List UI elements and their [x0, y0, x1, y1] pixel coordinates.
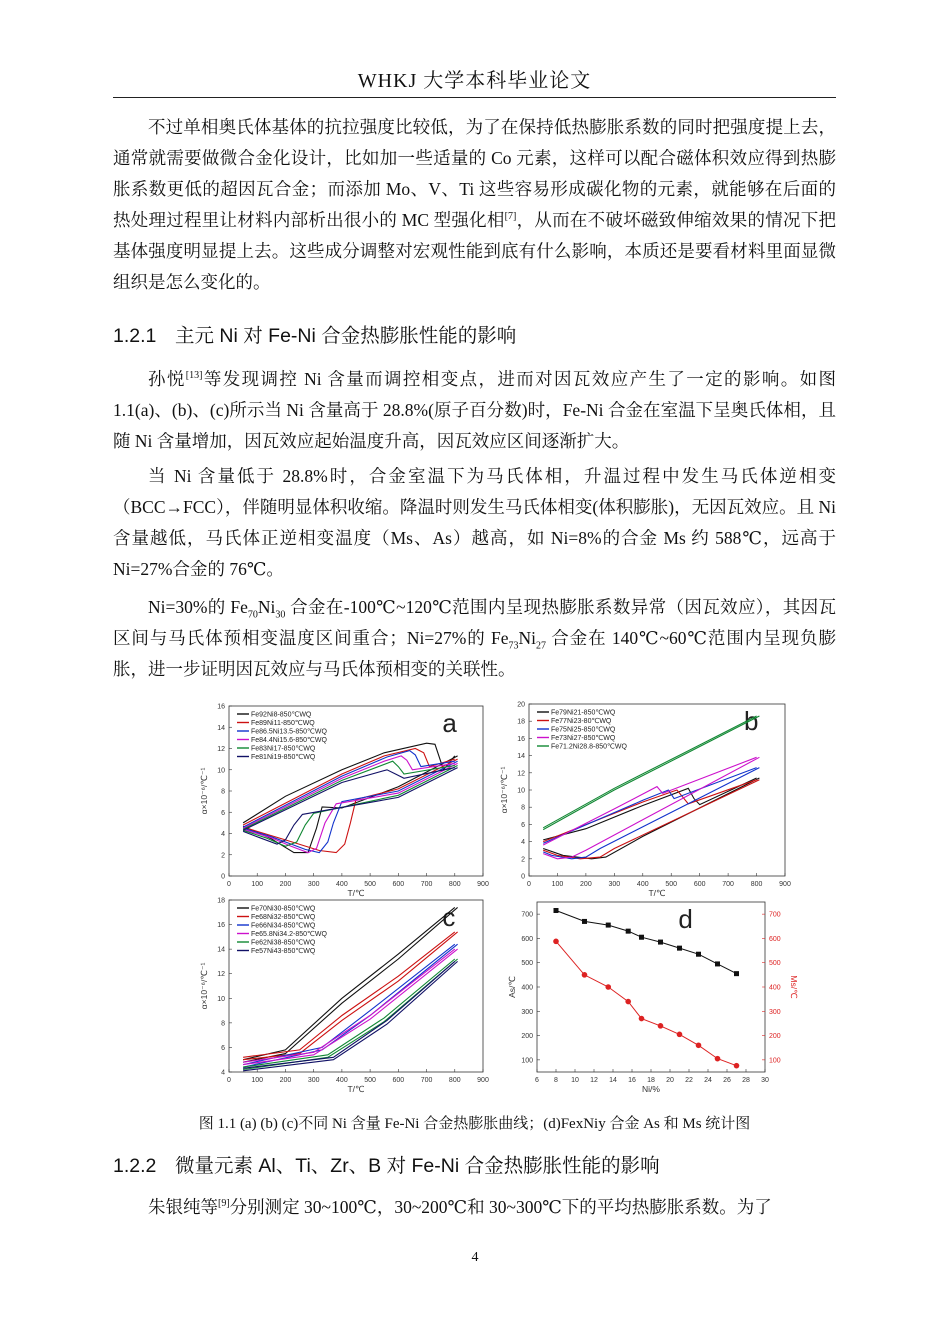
y-tick-label: 12: [217, 971, 225, 979]
header-rule: [113, 97, 836, 98]
x-tick-label: 500: [364, 881, 376, 888]
x-tick-label: 800: [448, 881, 461, 888]
panel-letter: b: [744, 706, 759, 736]
right-y-tick-label: 700: [769, 911, 781, 919]
y-tick-label: 2: [521, 856, 525, 864]
legend-label: Fe75Ni25-850℃WQ: [551, 726, 616, 734]
figure-1-1: [187, 694, 799, 1094]
y-tick-label: 18: [517, 718, 525, 726]
x-tick-label: 600: [392, 1077, 405, 1084]
legend-label: Fe89Ni11-850℃WQ: [251, 720, 315, 727]
data-point-Ms: [734, 1063, 740, 1069]
data-point-Ms: [658, 1023, 664, 1029]
y-tick-label: 18: [217, 897, 225, 905]
y-tick-label: 500: [521, 960, 533, 968]
y-tick-label: 14: [217, 724, 225, 732]
x-tick-label: 400: [636, 881, 649, 888]
x-tick-label: 28: [742, 1077, 750, 1084]
legend-label: Fe57Ni43-850℃WQ: [251, 948, 316, 955]
y-tick-label: 200: [521, 1033, 533, 1041]
x-tick-label: 14: [609, 1077, 617, 1084]
x-tick-label: 200: [279, 881, 292, 888]
x-tick-label: 800: [448, 1077, 461, 1084]
data-point-Ms: [625, 999, 631, 1005]
y-tick-label: 8: [221, 788, 225, 796]
legend-label: Fe70Ni30-850℃WQ: [251, 905, 316, 913]
y-axis-label: α×10⁻⁶/℃⁻¹: [199, 767, 209, 815]
y-tick-label: 4: [521, 839, 525, 847]
y-tick-label: 12: [217, 746, 225, 753]
legend-label: Fe71.2Ni28.8-850℃WQ: [551, 743, 627, 751]
y-tick-label: 8: [221, 1020, 225, 1028]
y-tick-label: 14: [217, 946, 225, 954]
y-tick-label: 100: [521, 1057, 533, 1065]
data-point-Ms: [639, 1016, 645, 1022]
y-tick-label: 6: [221, 809, 225, 817]
section-heading-1-2-2: [113, 1150, 660, 1178]
y-tick-label: 10: [217, 767, 225, 775]
x-tick-label: 300: [608, 881, 621, 888]
x-tick-label: 500: [665, 881, 678, 888]
paragraph-1: 不过单相奥氏体基体的抗拉强度比较低，为了在保持低热膨胀系数的同时把强度提上去，通常就需要做微合金化设计，比如加一些适量的 Co 元素，这样可以配合磁体积效应得到热膨胀系数更低的超因瓦合金；而添加 Mo、V、Ti 这些容易形成碳化物的元素，就能够在后面的热处理过程里让材料内部析出很小的 MC 型强化相[7]，从而在不破坏磁致伸缩效果的情况下把基体强度明显提上去。这些成分调整对宏观性能到底有什么影响，本质还是要看材料里面显微组织是怎么变化的。: [113, 117, 836, 292]
data-point-As: [696, 952, 701, 957]
right-y-tick-label: 100: [769, 1057, 781, 1065]
y-axis-label: α×10⁻⁶/℃⁻¹: [499, 766, 509, 814]
y-tick-label: 10: [517, 787, 525, 795]
data-point-As: [715, 961, 720, 966]
y-axis-label: As/℃: [507, 976, 517, 998]
x-tick-label: 10: [571, 1077, 579, 1084]
y-tick-label: 600: [521, 935, 533, 943]
y-tick-label: 0: [221, 873, 225, 881]
series-line-cool: [543, 757, 759, 859]
x-tick-label: 26: [723, 1077, 731, 1084]
x-tick-label: 500: [364, 1077, 376, 1084]
data-point-As: [639, 935, 644, 940]
chart-panel-d: [507, 902, 799, 1094]
chart-panel-b: [499, 702, 791, 899]
x-tick-label: 16: [628, 1077, 636, 1084]
y-tick-label: 300: [521, 1008, 533, 1016]
x-tick-label: 8: [554, 1077, 558, 1084]
right-y-axis-label: Ms/℃: [789, 975, 799, 999]
y-tick-label: 16: [517, 735, 525, 743]
data-point-Ms: [696, 1042, 702, 1048]
x-tick-label: 100: [551, 881, 564, 888]
x-tick-label: 700: [420, 881, 433, 888]
series-line-heat: [243, 751, 455, 828]
legend-label: Fe77Ni23-80℃WQ: [551, 718, 612, 725]
chart-panel-a: [199, 704, 489, 899]
data-point-As: [734, 971, 739, 976]
data-point-As: [582, 919, 587, 924]
legend-label: Fe79Ni21-850℃WQ: [551, 709, 616, 717]
x-tick-label: 20: [666, 1077, 674, 1084]
series-line-heat: [243, 959, 455, 1067]
series-line-heat: [243, 949, 455, 1062]
y-tick-label: 8: [521, 804, 525, 812]
x-tick-label: 12: [590, 1077, 598, 1084]
section-heading-1-2-1: [113, 320, 516, 348]
x-tick-label: 18: [647, 1077, 655, 1084]
right-y-tick-label: 200: [769, 1033, 781, 1041]
page-number: 4: [471, 1250, 479, 1265]
x-tick-label: 700: [722, 881, 734, 888]
x-tick-label: 100: [251, 881, 264, 888]
x-tick-label: 900: [779, 881, 791, 888]
y-tick-label: 2: [221, 852, 225, 860]
legend-label: Fe84.4Ni15.6-850℃WQ: [251, 737, 327, 744]
x-tick-label: 200: [580, 881, 592, 888]
data-point-As: [606, 923, 611, 928]
panel-letter: d: [678, 904, 693, 934]
y-axis-label: α×10⁻⁶/℃⁻¹: [199, 962, 209, 1010]
legend-label: Fe86.5Ni13.5-850℃WQ: [251, 728, 327, 736]
y-tick-label: 14: [517, 753, 525, 761]
x-tick-label: 200: [279, 1077, 292, 1084]
x-axis-label: Ni/%: [642, 1084, 660, 1094]
y-tick-label: 12: [517, 770, 525, 778]
section-number: 1.2.1: [113, 325, 157, 347]
x-axis-label: T/℃: [648, 888, 666, 898]
legend-label: Fe81Ni19-850℃WQ: [251, 754, 316, 761]
y-tick-label: 700: [521, 911, 533, 919]
paragraph-5: 朱银纯等[9]分别测定 30~100℃，30~200℃和 30~300℃下的平均热膨胀系数。为了: [148, 1197, 772, 1217]
y-tick-label: 16: [217, 922, 225, 930]
y-tick-label: 20: [517, 701, 525, 709]
running-header: WHKJ 大学本科毕业论文: [357, 70, 592, 92]
legend-label: Fe92Ni8-850℃WQ: [251, 711, 312, 719]
data-point-As: [626, 929, 631, 934]
legend-label: Fe83Ni17-850℃WQ: [251, 745, 316, 753]
y-tick-label: 400: [521, 984, 533, 992]
x-tick-label: 24: [704, 1077, 712, 1084]
data-point-As: [658, 940, 663, 945]
panel-letter: c: [442, 902, 456, 932]
data-point-Ms: [553, 939, 559, 945]
series-line-cool: [243, 949, 458, 1065]
data-point-Ms: [582, 972, 588, 978]
paragraph-2: 孙悦[13]等发现调控 Ni 含量而调控相变点，进而对因瓦效应产生了一定的影响。如图 1.1(a)、(b)、(c)所示当 Ni 含量高于 28.8%(原子百分数)时，Fe-Ni 合金在室温下呈奥氏体相，且随 Ni 含量增加，因瓦效应起始温度升高，因瓦效应区间逐渐扩大。: [113, 369, 837, 451]
x-tick-label: 300: [307, 1077, 320, 1084]
section-number: 1.2.2: [113, 1155, 157, 1177]
plot-frame: [537, 902, 765, 1072]
data-point-Ms: [605, 984, 611, 990]
x-tick-label: 6: [535, 1077, 539, 1084]
x-tick-label: 900: [477, 881, 489, 888]
y-tick-label: 6: [221, 1044, 225, 1052]
legend-label: Fe73Ni27-850℃WQ: [551, 735, 616, 742]
y-tick-label: 4: [221, 1069, 225, 1077]
data-point-Ms: [677, 1032, 683, 1038]
y-tick-label: 0: [521, 873, 525, 881]
series-line-cool: [543, 768, 759, 859]
series-line-cool: [243, 961, 458, 1070]
x-tick-label: 100: [251, 1077, 264, 1084]
panel-letter: a: [442, 708, 457, 738]
x-tick-label: 700: [420, 1077, 433, 1084]
section-title: 主元 Ni 对 Fe-Ni 合金热膨胀性能的影响: [175, 325, 517, 347]
right-y-tick-label: 400: [769, 984, 781, 992]
data-point-As: [677, 946, 682, 951]
figure-caption: 图 1.1 (a) (b) (c)不同 Ni 含量 Fe-Ni 合金热膨胀曲线；(d)FexNiy 合金 As 和 Ms 统计图: [198, 1116, 751, 1132]
series-line-heat: [543, 778, 756, 840]
y-tick-label: 16: [217, 703, 225, 711]
legend-label: Fe62Ni38-850℃WQ: [251, 939, 316, 947]
chart-panel-c: [199, 898, 489, 1095]
data-point-Ms: [715, 1056, 721, 1062]
x-axis-label: T/℃: [347, 888, 365, 898]
citation-7: [7]: [504, 211, 517, 223]
right-y-tick-label: 600: [769, 935, 781, 943]
x-tick-label: 900: [477, 1077, 489, 1084]
y-tick-label: 6: [521, 821, 525, 829]
x-tick-label: 0: [227, 881, 231, 888]
data-point-As: [554, 908, 559, 913]
x-tick-label: 600: [693, 881, 706, 888]
paragraph-4: Ni=30%的 $Fe_{70}Ni_{30}$ 合金在-100℃~120℃范围内呈现热膨胀系数异常（因瓦效应），其因瓦区间与马氏体预相变温度区间重合；Ni=27%的 $Fe_{73}Ni_{27}$ 合金在 140℃~60℃范围内呈现负膨胀，进一步证明因瓦效应与马氏体预相变的关联性。: [113, 597, 837, 679]
right-y-tick-label: 300: [769, 1008, 781, 1016]
right-y-tick-label: 500: [769, 960, 781, 968]
x-tick-label: 400: [336, 1077, 348, 1084]
paragraph-3: 当 Ni 含量低于 28.8%时，合金室温下为马氏体相，升温过程中发生马氏体逆相变（BCC→FCC），伴随明显体积收缩。降温时则发生马氏体相变(体积膨胀)，无因瓦效应。且 Ni 含量越低，马氏体正逆相变温度（Ms、As）越高，如 Ni=8%的合金 Ms 约 588℃，远高于 Ni=27%合金的 76℃。: [113, 466, 836, 579]
x-tick-label: 800: [750, 881, 763, 888]
y-tick-label: 10: [217, 995, 225, 1003]
x-tick-label: 600: [392, 881, 405, 888]
x-tick-label: 400: [336, 881, 348, 888]
x-tick-label: 0: [227, 1077, 231, 1084]
x-axis-label: T/℃: [347, 1084, 365, 1094]
x-tick-label: 22: [685, 1077, 693, 1084]
legend-label: Fe68Ni32-850℃WQ: [251, 914, 316, 921]
x-tick-label: 30: [761, 1077, 769, 1084]
section-title: 微量元素 Al、Ti、Zr、B 对 Fe-Ni 合金热膨胀性能的影响: [175, 1155, 660, 1177]
citation-9: [9]: [218, 1198, 230, 1210]
citation-13: [13]: [185, 370, 203, 382]
x-tick-label: 0: [527, 881, 531, 888]
x-tick-label: 300: [307, 881, 320, 888]
y-tick-label: 4: [221, 831, 225, 838]
legend-label: Fe66Ni34-850℃WQ: [251, 922, 316, 930]
legend-label: Fe65.8Ni34.2-850℃WQ: [251, 931, 327, 938]
